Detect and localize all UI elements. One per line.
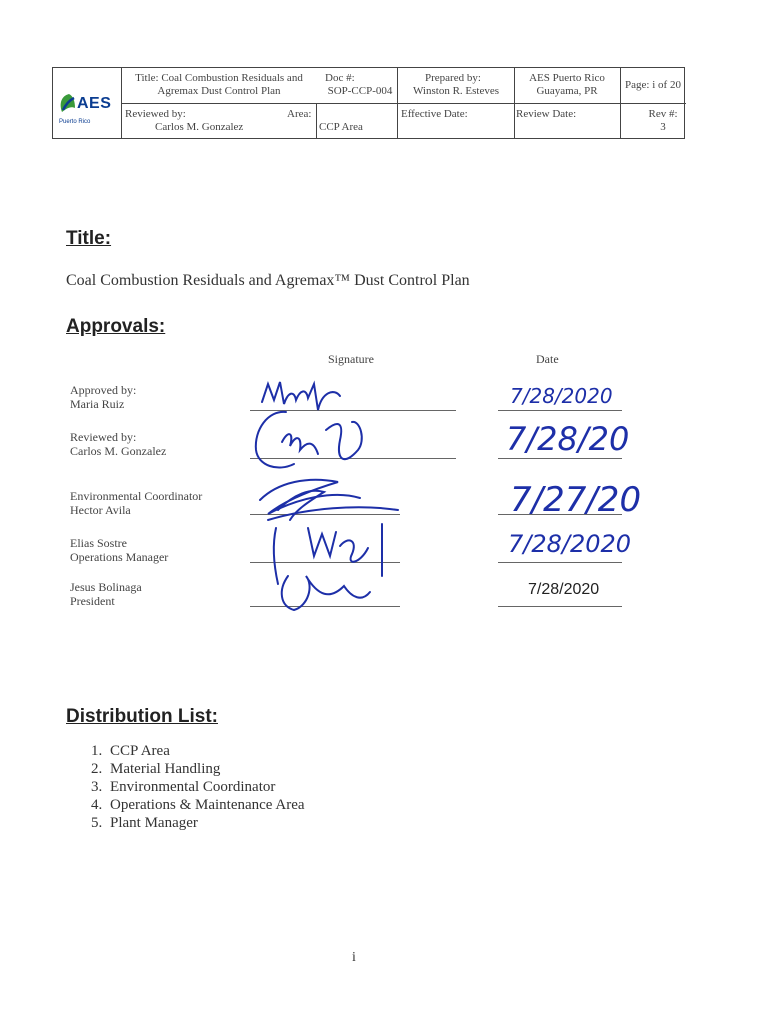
- list-item: 5. Plant Manager: [106, 814, 305, 832]
- logo-text: AES: [77, 95, 112, 112]
- date-hector-avila: 7/27/20: [510, 480, 642, 520]
- signature-column-header: Signature: [328, 352, 374, 366]
- date-line: [498, 458, 622, 459]
- date-jesus-bolinaga: 7/28/2020: [528, 581, 600, 598]
- header-table: [52, 67, 685, 139]
- header-area: Area: CCP Area: [287, 108, 363, 133]
- header-review-date: Review Date:: [516, 108, 577, 120]
- header-company: AES Puerto Rico Guayama, PR: [529, 72, 605, 97]
- aes-logo: [57, 90, 119, 130]
- header-title: Title: Coal Combustion Residuals and Agremax Dust Control Plan: [135, 72, 303, 97]
- list-item: 3. Environmental Coordinator: [106, 778, 305, 796]
- date-line: [498, 410, 622, 411]
- approvals-heading: Approvals:: [66, 316, 166, 337]
- list-item: 2. Material Handling: [106, 760, 305, 778]
- approver-elias-sostre: Elias Sostre Operations Manager: [70, 536, 169, 564]
- header-prepared: Prepared by: Winston R. Esteves: [412, 72, 500, 97]
- approver-maria-ruiz: Approved by: Maria Ruiz: [70, 383, 137, 411]
- date-line: [498, 606, 622, 607]
- title-heading: Title:: [66, 228, 112, 249]
- logo-subtitle: Puerto Rico: [59, 119, 91, 125]
- handwritten-signatures: [248, 370, 408, 630]
- header-page: Page: i of 20: [625, 79, 681, 91]
- reviewer-carlos-gonzalez: Reviewed by: Carlos M. Gonzalez: [70, 430, 167, 458]
- date-maria-ruiz: 7/28/2020: [510, 384, 613, 408]
- header-reviewed: Reviewed by: Carlos M. Gonzalez: [125, 108, 244, 133]
- header-doc: Doc #: SOP-CCP-004: [325, 72, 393, 97]
- date-line: [498, 562, 622, 563]
- page-number: i: [352, 950, 356, 965]
- date-column-header: Date: [536, 352, 559, 366]
- header-effective: Effective Date:: [401, 108, 468, 120]
- list-item: 4. Operations & Maintenance Area: [106, 796, 305, 814]
- distribution-heading: Distribution List:: [66, 706, 218, 727]
- list-item: 1. CCP Area: [106, 742, 305, 760]
- approver-hector-avila: Environmental Coordinator Hector Avila: [70, 489, 203, 517]
- distribution-list: [84, 742, 305, 832]
- header-rev: Rev #: 3: [648, 108, 678, 133]
- date-elias-sostre: 7/28/2020: [508, 530, 632, 558]
- date-carlos-gonzalez: 7/28/20: [506, 420, 630, 458]
- title-text: Coal Combustion Residuals and Agremax™ Dust Control Plan: [66, 272, 470, 289]
- approver-jesus-bolinaga: Jesus Bolinaga President: [70, 580, 142, 608]
